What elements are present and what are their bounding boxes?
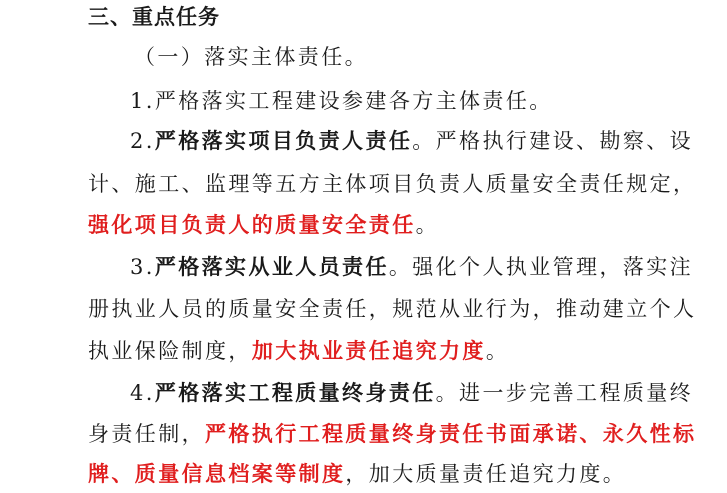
item2-line2 — [88, 169, 696, 199]
item4-line3-end: ，加大质量责任追究力度。 — [345, 462, 627, 486]
item4-line1-rest: 。进一步完善工程质量终 — [435, 381, 694, 405]
item3-line1 — [130, 252, 693, 282]
item3-line3-end: 。 — [485, 339, 510, 363]
item3-line2 — [88, 294, 696, 324]
item2-bold-title: 严格落实项目负责人责任 — [154, 128, 413, 153]
item2-line2-text: 计、施工、监理等五方主体项目负责人质量安全责任规定， — [88, 172, 697, 196]
item4-number: 4. — [130, 381, 155, 405]
item4-bold-title: 严格落实工程质量终身责任 — [154, 380, 436, 405]
item4-line2 — [88, 419, 696, 449]
item3-number: 3. — [130, 255, 155, 279]
item1-line1 — [130, 86, 553, 116]
item2-line1-rest: 。严格执行建设、勘察、设 — [412, 129, 694, 153]
item4-line1 — [130, 378, 693, 408]
item4-red-emphasis-1: 严格执行工程质量终身责任书面承诺、永久性标 — [205, 421, 697, 446]
item2-line1 — [130, 126, 693, 156]
item3-red-emphasis: 加大执业责任追究力度 — [251, 338, 486, 363]
item2-line3 — [88, 210, 439, 240]
section-heading-text: 三、重点任务 — [88, 5, 220, 29]
subsection-heading — [134, 42, 368, 72]
item4-line3 — [88, 459, 626, 489]
item1-text: 1.严格落实工程建设参建各方主体责任。 — [130, 89, 553, 113]
section-heading — [88, 2, 220, 32]
item3-line3 — [88, 336, 509, 366]
item2-number: 2. — [130, 129, 155, 153]
item4-line2-text: 身责任制， — [88, 422, 205, 446]
item4-red-emphasis-2: 牌、质量信息档案等制度 — [88, 461, 346, 486]
item3-line3-text: 执业保险制度， — [88, 339, 252, 363]
item3-line2-text: 册执业人员的质量安全责任，规范从业行为，推动建立个人 — [88, 297, 697, 321]
item3-bold-title: 严格落实从业人员责任 — [154, 254, 389, 279]
item2-red-emphasis: 强化项目负责人的质量安全责任 — [88, 212, 416, 237]
item3-line1-rest: 。强化个人执业管理，落实注 — [388, 255, 694, 279]
subsection-heading-text: （一）落实主体责任。 — [134, 45, 368, 69]
item2-line3-end: 。 — [415, 213, 440, 237]
